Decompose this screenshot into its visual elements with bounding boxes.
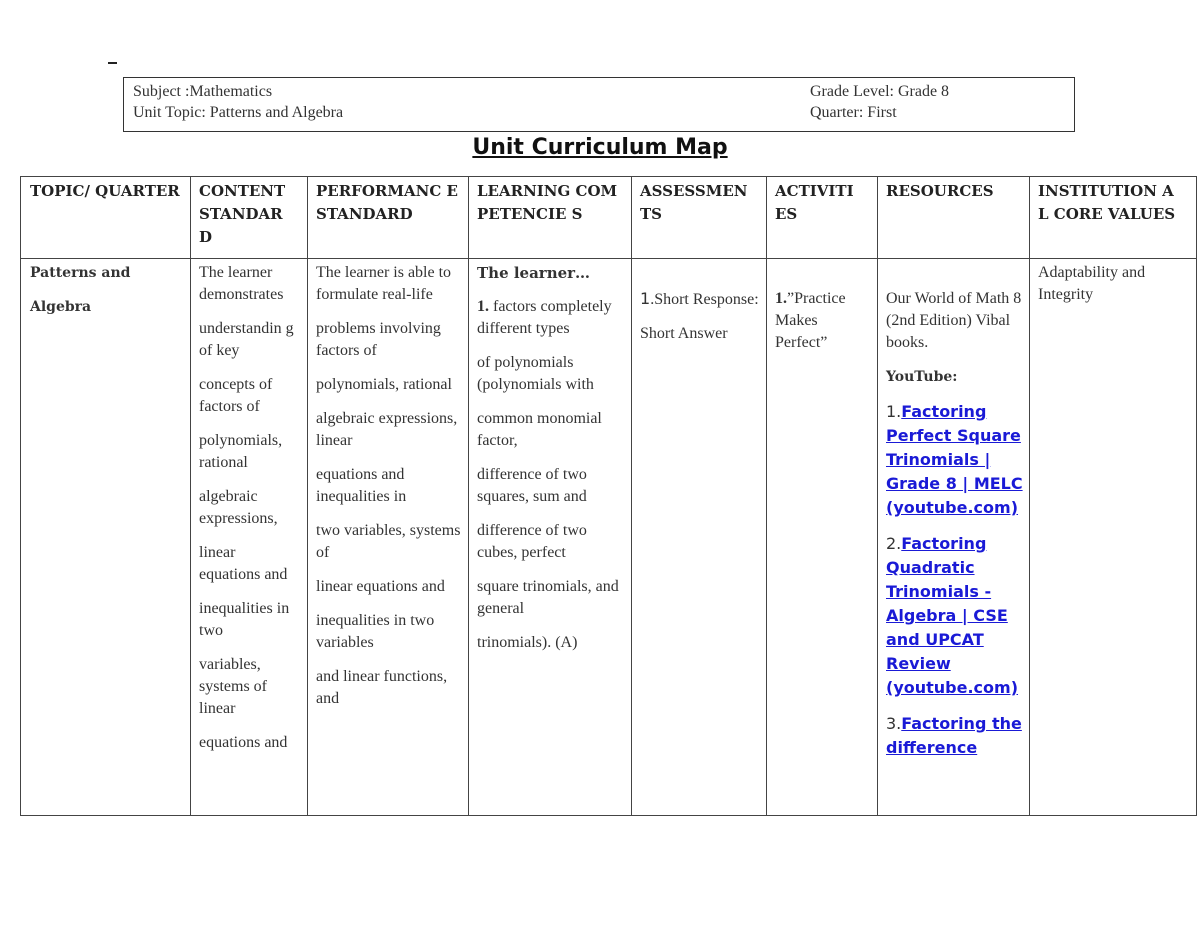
performance-line: problems involving factors of [316, 320, 441, 359]
column-divider [307, 177, 308, 815]
content-line: variables, systems of linear [199, 656, 267, 717]
page-title: Unit Curriculum Map [472, 135, 728, 160]
assessments-cell [640, 288, 760, 357]
assessment-item [640, 288, 760, 311]
performance-line: equations and inequalities in [316, 466, 407, 505]
assessment-item: Short Answer [640, 325, 728, 342]
assessment-number: 1 [640, 289, 651, 308]
column-divider [877, 177, 878, 815]
unit-topic-label: Unit Topic: Patterns and Algebra [133, 104, 344, 121]
content-line: inequalities in two [199, 600, 290, 639]
activities-cell [775, 288, 870, 366]
resource-link-item [886, 712, 1026, 760]
youtube-label: YouTube: [886, 369, 958, 385]
header-assessments: ASSESSMEN TS [640, 182, 748, 223]
content-line: concepts of factors of [199, 376, 273, 415]
link-number: 3. [886, 714, 902, 733]
topic-line: Patterns and [30, 265, 131, 281]
learning-line: trinomials). (A) [477, 634, 578, 651]
header-left [133, 81, 343, 123]
content-line: algebraic expressions, [199, 488, 278, 527]
assessment-text: .Short Response: [650, 291, 759, 308]
core-values-cell: Adaptability and Integrity [1038, 264, 1146, 303]
performance-line: The learner is able to formulate real-life [316, 264, 452, 303]
quarter-label: Quarter: First [810, 104, 897, 121]
column-divider [468, 177, 469, 815]
column-divider [631, 177, 632, 815]
header-performance-standard: PERFORMANC E STANDARD [316, 182, 458, 223]
grade-level-label: Grade Level: Grade 8 [810, 83, 950, 100]
activity-number: 1. [775, 290, 787, 307]
activity-item [775, 288, 870, 354]
learning-line: difference of two squares, sum and [477, 466, 587, 505]
youtube-link[interactable]: Factoring the difference [886, 714, 1022, 757]
performance-line: and linear functions, and [316, 668, 448, 707]
stray-dash-mark [108, 62, 117, 64]
column-divider [766, 177, 767, 815]
performance-line: algebraic expressions, linear [316, 410, 458, 449]
unit-header-box [123, 77, 1075, 132]
performance-line: two variables, systems of [316, 522, 461, 561]
learning-line: common monomial factor, [477, 410, 602, 449]
link-number: 2. [886, 534, 902, 553]
resources-cell [886, 288, 1026, 772]
learning-intro: The learner… [477, 264, 591, 282]
performance-line: inequalities in two variables [316, 612, 435, 651]
activity-text: ”Practice Makes Perfect” [775, 290, 846, 351]
curriculum-map-table [20, 176, 1197, 816]
header-core-values: INSTITUTION AL CORE VALUES [1038, 182, 1176, 223]
performance-standard-cell [316, 262, 461, 722]
youtube-link[interactable]: Factoring Quadratic Trinomials - Algebra | CSE and UPCAT Review (youtube.com) [886, 534, 1019, 697]
column-divider [1029, 177, 1030, 815]
content-line: The learner demonstrates [199, 264, 284, 303]
learning-text: factors completely different types [477, 298, 612, 337]
content-standard-cell [199, 262, 299, 766]
topic-cell [30, 262, 180, 330]
learning-number: 1. [477, 298, 489, 315]
youtube-link[interactable]: Factoring Perfect Square Trinomials | Grade 8 | MELC (youtube.com) [886, 402, 1023, 517]
header-activities: ACTIVITI ES [775, 182, 854, 223]
content-line: linear equations and [199, 544, 288, 583]
learning-line: of polynomials (polynomials with [477, 354, 594, 393]
header-resources: RESOURCES [886, 182, 994, 200]
performance-line: polynomials, rational [316, 376, 452, 393]
performance-line: linear equations and [316, 578, 445, 595]
header-learning-competencies: LEARNING COMPETENCIE S [477, 182, 618, 223]
content-line: understandin g of key [199, 320, 294, 359]
learning-line: difference of two cubes, perfect [477, 522, 587, 561]
header-row-divider [21, 258, 1196, 259]
header-right [810, 81, 949, 123]
resource-link-item [886, 532, 1026, 700]
learning-line [477, 296, 622, 340]
learning-line: square trinomials, and general [477, 578, 619, 617]
resource-link-item [886, 400, 1026, 520]
header-topic: TOPIC/ QUARTER [30, 182, 180, 200]
column-divider [190, 177, 191, 815]
content-line: polynomials, rational [199, 432, 283, 471]
content-line: equations and [199, 734, 288, 751]
resource-book: Our World of Math 8 (2nd Edition) Vibal books. [886, 290, 1022, 351]
topic-line: Algebra [30, 299, 92, 315]
learning-competencies-cell [477, 262, 622, 666]
subject-label: Subject :Mathematics [133, 83, 273, 100]
header-content-standard: CONTENT STANDAR D [199, 182, 286, 246]
link-number: 1. [886, 402, 902, 421]
